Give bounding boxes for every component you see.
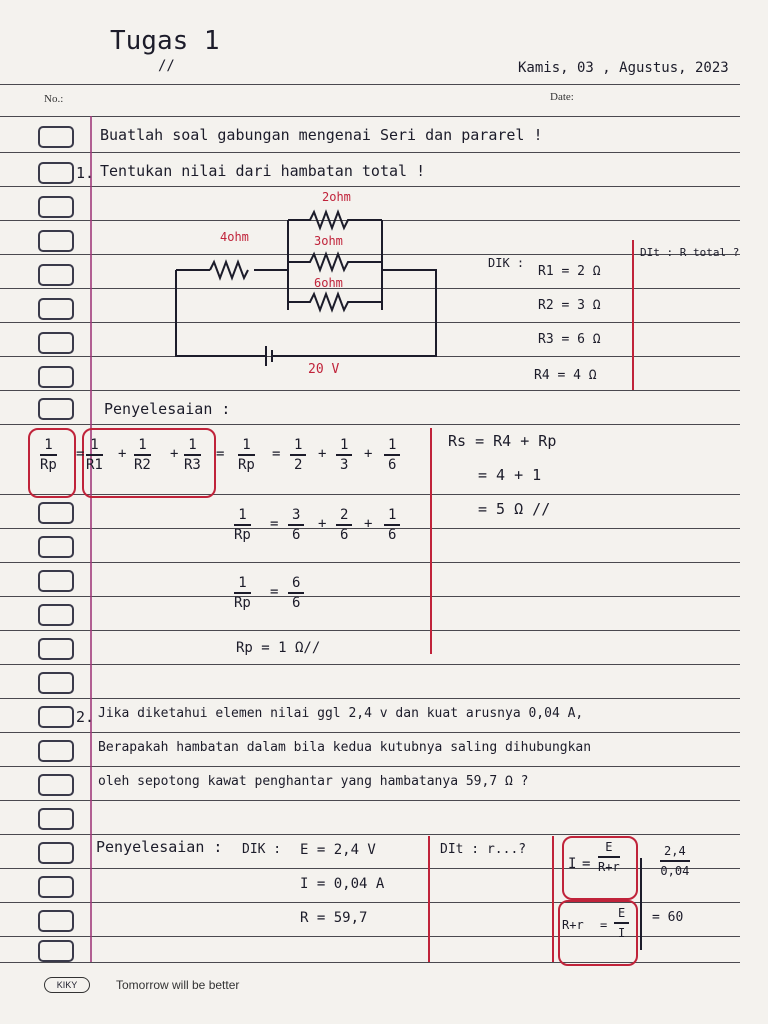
- rule-line: [0, 84, 740, 85]
- row-checkbox: [38, 706, 74, 728]
- row-checkbox: [38, 672, 74, 694]
- q2-line-1: Jika diketahui elemen nilai ggl 2,4 v dan kuat arusnya 0,04 A,: [98, 706, 584, 721]
- equals-sign: =: [270, 516, 279, 532]
- row-checkbox: [38, 774, 74, 796]
- q2-dik-label: DIK :: [242, 842, 282, 857]
- resistor-r3: [288, 294, 382, 310]
- result-60: = 60: [652, 910, 684, 925]
- frac-1-over-r1: $\frac{1}{R1}$: [86, 437, 103, 473]
- frac-1-over-rp-step2: $\frac{1}{Rp}$: [234, 507, 251, 543]
- solution-divider: [430, 428, 432, 654]
- rule-line: [0, 630, 740, 631]
- date-label: Date:: [550, 91, 574, 103]
- frac-2-over-6: $\frac{2}{6}$: [336, 506, 352, 544]
- q1-solution-label: Penyelesaian :: [104, 400, 231, 418]
- row-checkbox: [38, 398, 74, 420]
- frac-2-4-over-0-04: $\frac{2,4}{0,04}$: [660, 844, 690, 878]
- q2-divider: [552, 836, 554, 962]
- circuit-diagram: [170, 190, 450, 390]
- brand-logo: KIKY: [44, 977, 90, 993]
- title-underline-mark: //: [158, 58, 175, 74]
- label-r3: 6ohm: [314, 276, 343, 290]
- rule-line: [0, 732, 740, 733]
- row-checkbox: [38, 604, 74, 626]
- row-checkbox: [38, 332, 74, 354]
- rs-line-1: Rs = R4 + Rp: [448, 432, 557, 450]
- dik-divider: [632, 240, 634, 390]
- rs-line-2: = 4 + 1: [478, 466, 542, 484]
- footer-slogan: Tomorrow will be better: [116, 978, 240, 992]
- q2-dik-item: R = 59,7: [300, 910, 368, 926]
- row-checkbox: [38, 196, 74, 218]
- wire: [176, 270, 266, 356]
- row-checkbox: [38, 808, 74, 830]
- frac-1-over-3: $\frac{1}{3}$: [336, 436, 352, 474]
- wire: [272, 270, 436, 356]
- rs-line-3: = 5 Ω //: [478, 500, 551, 518]
- frac-1-over-r2: $\frac{1}{R2}$: [134, 437, 151, 473]
- resistor-r4: [210, 262, 248, 278]
- label-r2: 3ohm: [314, 234, 343, 248]
- rule-line: [0, 766, 740, 767]
- rule-line: [0, 698, 740, 699]
- q2-dit: DIt : r...?: [440, 842, 527, 857]
- row-checkbox: [38, 940, 74, 962]
- frac-6-over-6: $\frac{6}{6}$: [288, 574, 304, 612]
- rule-line: [0, 390, 740, 391]
- frac-e-over-r-plus-r: $\frac{E}{R+r}$: [598, 840, 620, 874]
- q1-dit: DIt : R total ?: [640, 246, 740, 259]
- q2-dik-item: I = 0,04 A: [300, 876, 385, 892]
- q2-line-2: Berapakah hambatan dalam bila kedua kutubnya saling dihubungkan: [98, 740, 592, 755]
- rule-line: [0, 562, 740, 563]
- row-checkbox: [38, 638, 74, 660]
- label-r1: 2ohm: [322, 190, 351, 204]
- assignment-title: Tugas 1: [110, 26, 220, 56]
- equals-sign: =: [76, 446, 85, 462]
- rule-line: [0, 424, 740, 425]
- rule-line: [0, 596, 740, 597]
- equals-sign: =: [216, 446, 225, 462]
- row-checkbox: [38, 502, 74, 524]
- rule-line: [0, 116, 740, 117]
- frac-1-over-r3: $\frac{1}{R3}$: [184, 437, 201, 473]
- row-checkbox: [38, 230, 74, 252]
- plus-sign: +: [118, 446, 127, 462]
- q1-dik-item: R1 = 2 Ω: [538, 264, 601, 279]
- frac-1-over-6-step2: $\frac{1}{6}$: [384, 506, 400, 544]
- frac-1-over-2: $\frac{1}{2}$: [290, 436, 306, 474]
- formula-r-plus-r: R+r: [562, 918, 584, 932]
- label-voltage: 20 V: [308, 362, 340, 377]
- q2-divider: [428, 836, 430, 962]
- rule-line: [0, 186, 740, 187]
- no-label: No.:: [44, 93, 64, 105]
- resistor-r1: [288, 212, 382, 228]
- rule-line: [0, 834, 740, 835]
- frac-1-over-rp: $\frac{1}{Rp}$: [40, 437, 57, 473]
- frac-1-over-rp: $\frac{1}{Rp}$: [238, 437, 255, 473]
- plus-sign: +: [364, 516, 373, 532]
- rp-result: Rp = 1 Ω//: [236, 640, 321, 656]
- formula-i: I: [568, 856, 577, 872]
- label-r4: 4ohm: [220, 230, 249, 244]
- row-checkbox: [38, 162, 74, 184]
- row-checkbox: [38, 910, 74, 932]
- margin-line: [90, 116, 92, 962]
- frac-3-over-6: $\frac{3}{6}$: [288, 506, 304, 544]
- q1-dik-label: DIK :: [488, 256, 525, 270]
- row-checkbox: [38, 264, 74, 286]
- plus-sign: +: [318, 516, 327, 532]
- row-checkbox: [38, 842, 74, 864]
- intro-text: Buatlah soal gabungan mengenai Seri dan pararel !: [100, 126, 543, 144]
- row-checkbox: [38, 366, 74, 388]
- resistor-r2: [288, 254, 382, 270]
- frac-1-over-6: $\frac{1}{6}$: [384, 436, 400, 474]
- equals-sign: =: [270, 584, 279, 600]
- assignment-date: Kamis, 03 , Agustus, 2023: [518, 60, 729, 76]
- rule-line: [0, 664, 740, 665]
- row-checkbox: [38, 126, 74, 148]
- row-checkbox: [38, 298, 74, 320]
- bracket-line: [640, 858, 642, 950]
- q1-text: Tentukan nilai dari hambatan total !: [100, 162, 426, 180]
- plus-sign: +: [364, 446, 373, 462]
- q1-number: 1.: [76, 164, 95, 182]
- q2-line-3: oleh sepotong kawat penghantar yang hambatanya 59,7 Ω ?: [98, 774, 529, 789]
- rule-line: [0, 152, 740, 153]
- frac-e-over-i: $\frac{E}{I}$: [614, 904, 629, 942]
- rule-line: [0, 800, 740, 801]
- row-checkbox: [38, 740, 74, 762]
- frac-1-over-rp-step3: $\frac{1}{Rp}$: [234, 575, 251, 611]
- q1-dik-item: R2 = 3 Ω: [538, 298, 601, 313]
- row-checkbox: [38, 876, 74, 898]
- q2-solution-label: Penyelesaian :: [96, 838, 223, 856]
- q1-dik-item: R3 = 6 Ω: [538, 332, 601, 347]
- plus-sign: +: [170, 446, 179, 462]
- equals-sign: =: [272, 446, 281, 462]
- equals-sign: =: [582, 856, 591, 872]
- plus-sign: +: [318, 446, 327, 462]
- q1-dik-item: R4 = 4 Ω: [534, 368, 597, 383]
- q2-dik-item: E = 2,4 V: [300, 842, 376, 858]
- row-checkbox: [38, 570, 74, 592]
- row-checkbox: [38, 536, 74, 558]
- equals-sign: =: [600, 918, 608, 932]
- q2-number: 2.: [76, 708, 95, 726]
